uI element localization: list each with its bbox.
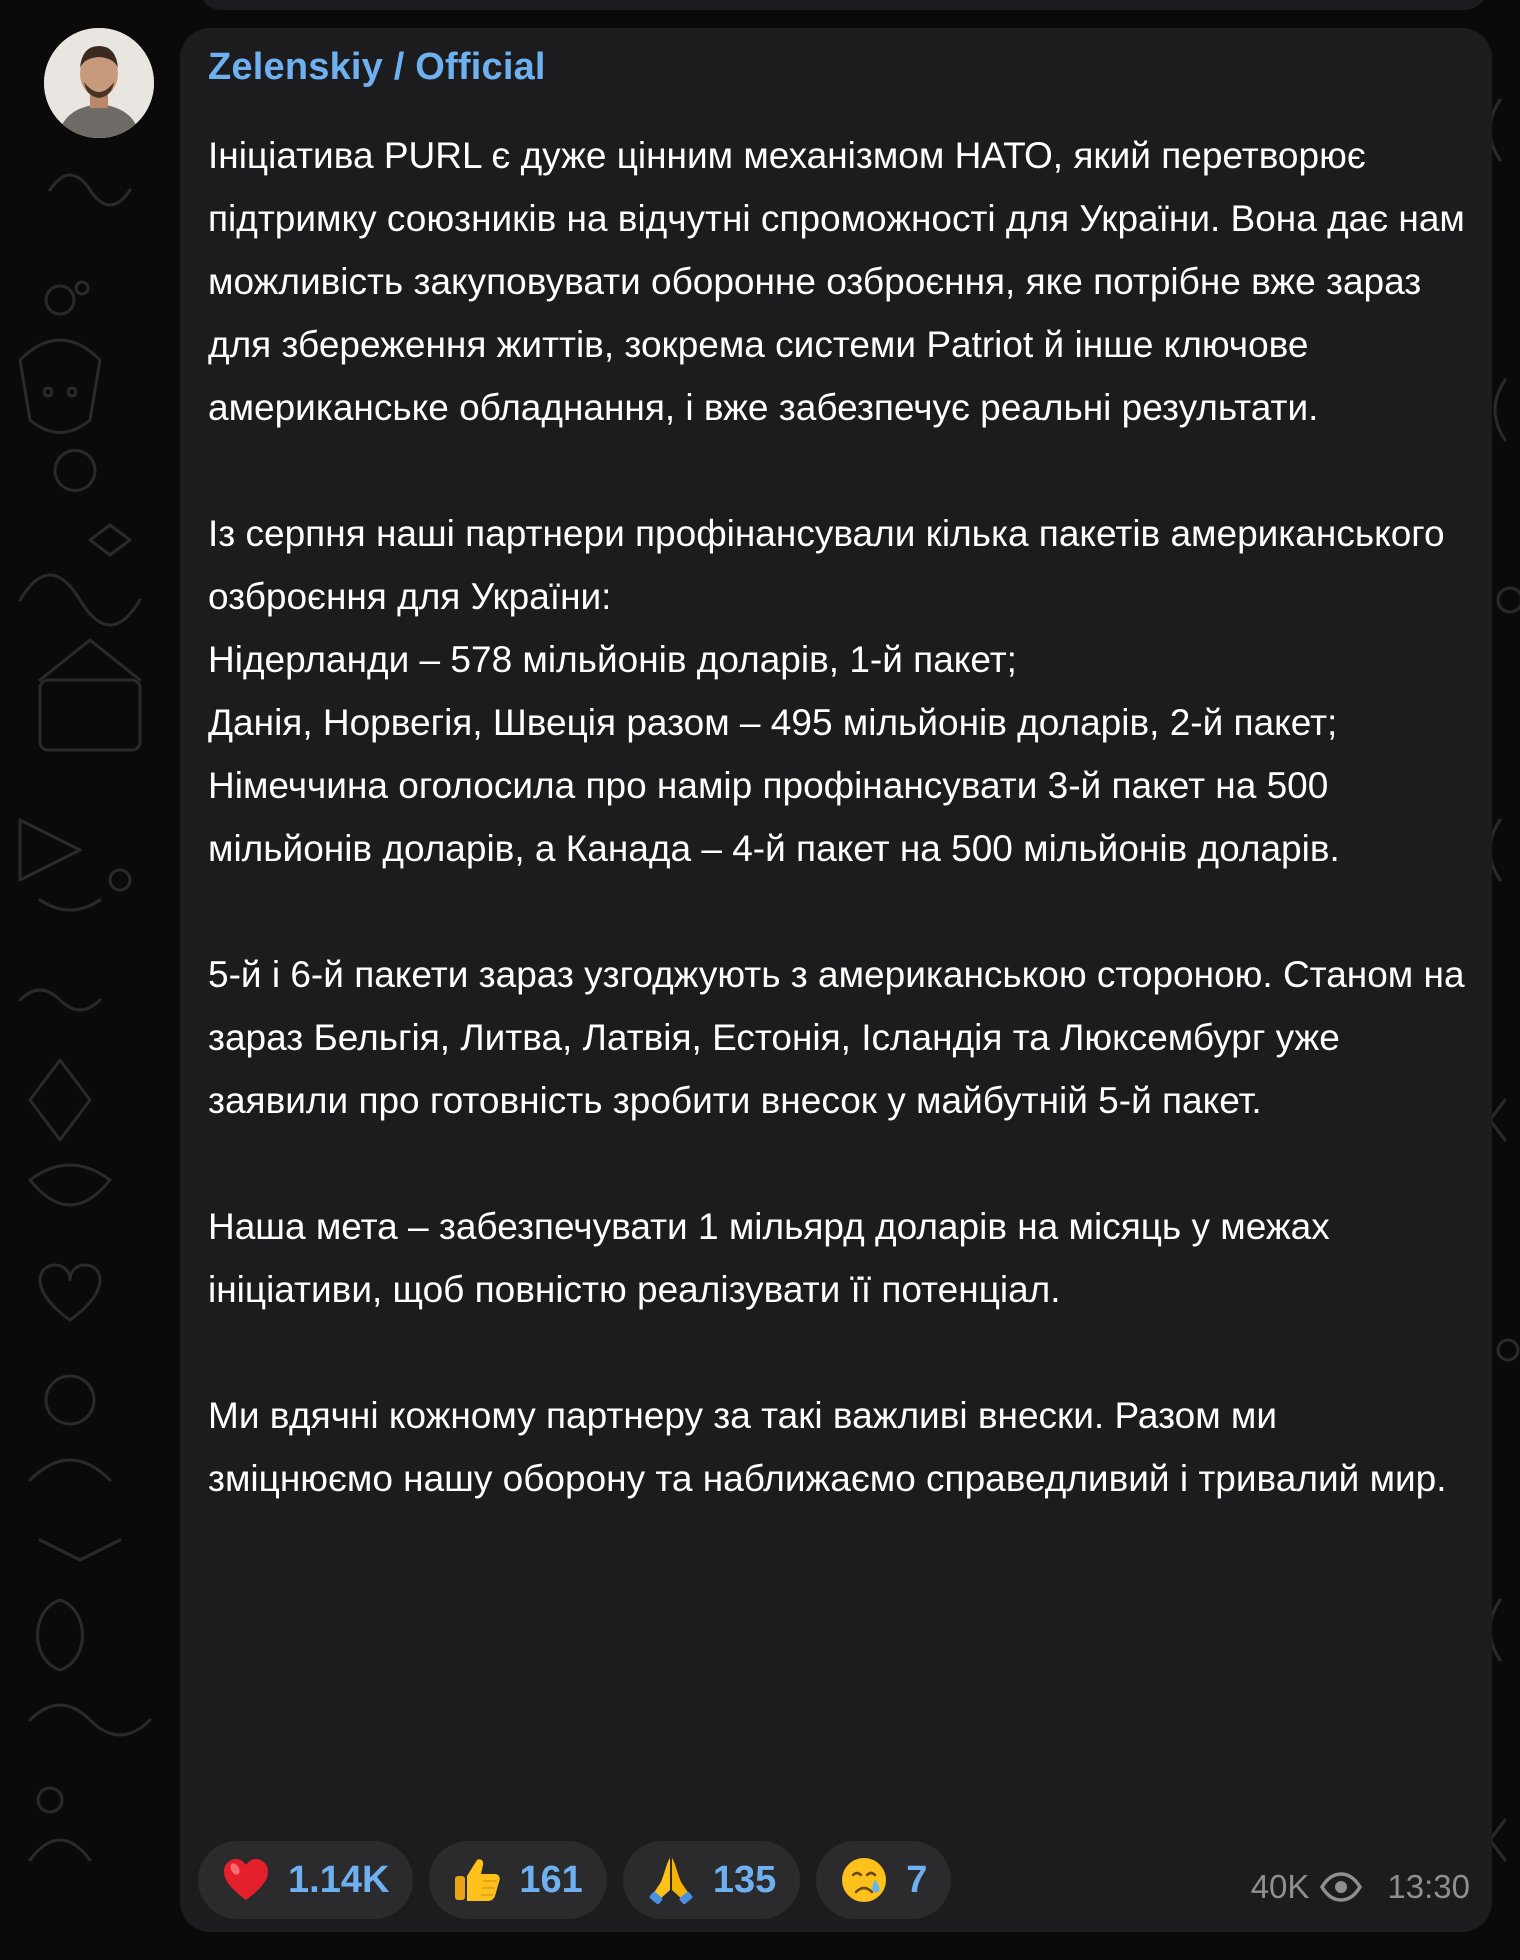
paragraph-packages: Із серпня наші партнери профінансували кілька пакетів американського озброєння для України: Нідерланди – 578 мільйонів доларів, 1-й пакет; Данія, Норвегія, Швеція разом – 495 мільйонів доларів, 2-й пакет; Німеччина оголосила про намір профінансувати 3-й пакет на 500 мільйонів доларів, а Канада – 4-й пакет на 500 мільйонів доларів. [208, 513, 1445, 869]
avatar-portrait-image [44, 28, 154, 138]
reaction-thumbs-up-button[interactable] [429, 1841, 606, 1919]
paragraph-thanks: Ми вдячні кожному партнеру за такі важливі внески. Разом ми зміцнюємо нашу оборону та наближаємо справедливий і тривалий мир. [208, 1395, 1447, 1499]
reaction-heart-button[interactable] [198, 1841, 413, 1919]
views-count: 40K [1250, 1868, 1310, 1905]
reaction-count: 135 [712, 1858, 777, 1901]
thumbs-up-emoji-icon [451, 1854, 503, 1906]
reaction-count: 1.14K [288, 1858, 390, 1901]
eye-icon [1319, 1872, 1363, 1902]
paragraph-intro: Ініціатива PURL є дуже цінним механізмом НАТО, який перетворює підтримку союзників на відчутні спроможності для України. Вона дає нам можливість закуповувати оборонне озброєння, яке потрібне вже зараз для збереження життів, зокрема системи Patriot й інше ключове американське обладнання, і вже забезпечує реальні результати. [208, 135, 1465, 428]
reactions-bar [198, 1841, 951, 1919]
sender-name[interactable]: Zelenskiy / Official [208, 46, 546, 88]
reaction-crying-face-button[interactable] [816, 1841, 951, 1919]
message-bubble[interactable] [180, 28, 1492, 1932]
reaction-count: 7 [906, 1858, 928, 1901]
message-meta [1251, 1868, 1470, 1906]
folded-hands-emoji-icon [645, 1854, 697, 1906]
channel-avatar[interactable] [44, 28, 154, 138]
previous-message-bubble [198, 0, 1488, 10]
paragraph-next-packages: 5-й і 6-й пакети зараз узгоджують з американською стороною. Станом на зараз Бельгія, Литва, Латвія, Естонія, Ісландія та Люксембург уже заявили про готовність зробити внесок у майбутній 5-й пакет. [208, 954, 1465, 1121]
paragraph-goal: Наша мета – забезпечувати 1 мільярд доларів на місяць у межах ініціативи, щоб повністю реалізувати її потенціал. [208, 1206, 1330, 1310]
reaction-count: 161 [519, 1858, 583, 1901]
heart-emoji-icon [220, 1854, 272, 1906]
message-text [208, 124, 1470, 1510]
reaction-folded-hands-button[interactable] [623, 1841, 800, 1919]
message-time: 13:30 [1387, 1868, 1470, 1905]
crying-face-emoji-icon [838, 1854, 890, 1906]
